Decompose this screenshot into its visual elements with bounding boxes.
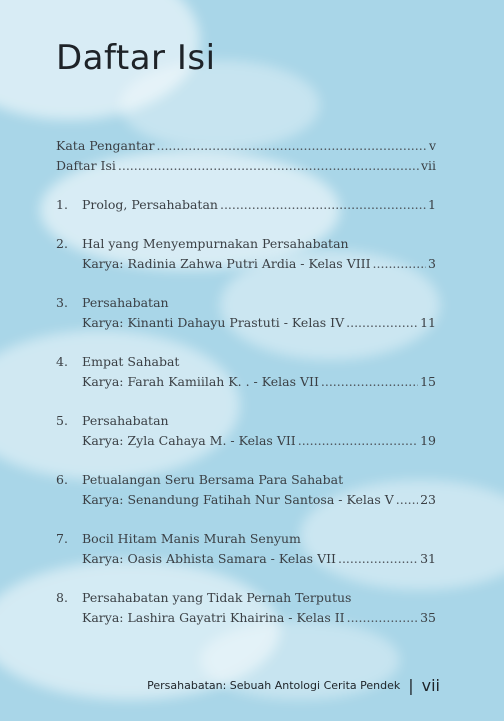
toc-front-item[interactable] [56,136,436,156]
dot-leader [118,156,419,176]
toc-item-page: v [428,138,436,153]
entry-title: Hal yang Menyempurnakan Persahabatan [82,236,349,251]
dot-leader [396,490,418,510]
footer-page-number: vii [421,676,440,695]
table-of-contents [56,136,436,628]
dot-leader [157,136,427,156]
footer-book-title: Persahabatan: Sebuah Antologi Cerita Pendek [147,679,401,692]
dot-leader [338,549,418,569]
toc-front-item[interactable] [56,156,436,176]
dot-leader [298,431,418,451]
toc-entry[interactable] [56,195,436,215]
dot-leader [346,313,418,333]
entry-page: 19 [420,433,436,448]
entry-number: 3. [56,295,68,310]
toc-item-label: Daftar Isi [56,158,116,173]
toc-entry[interactable] [56,293,436,333]
dot-leader [373,254,427,274]
entry-page: 31 [420,551,436,566]
dot-leader [321,372,418,392]
toc-entry[interactable] [56,470,436,510]
page-title: Daftar Isi [56,38,216,78]
entry-author: Karya: Radinia Zahwa Putri Ardia - Kelas VIII [82,256,371,271]
dot-leader [347,608,418,628]
entry-page: 23 [420,492,436,507]
toc-entry[interactable] [56,588,436,628]
entry-author: Karya: Zyla Cahaya M. - Kelas VII [82,433,296,448]
entry-number: 5. [56,413,68,428]
entry-title: Petualangan Seru Bersama Para Sahabat [82,472,344,487]
entry-page: 15 [420,374,436,389]
entry-title: Persahabatan yang Tidak Pernah Terputus [82,590,352,605]
footer-separator: | [408,676,414,695]
entry-title: Persahabatan [82,295,169,310]
toc-item-page: vii [420,158,436,173]
toc-entry[interactable] [56,352,436,392]
toc-item-label: Kata Pengantar [56,138,155,153]
entry-number: 1. [56,197,68,212]
entry-author: Karya: Oasis Abhista Samara - Kelas VII [82,551,336,566]
entry-author: Karya: Farah Kamiilah K. . - Kelas VII [82,374,319,389]
entry-page: 1 [428,197,436,212]
entry-number: 8. [56,590,68,605]
toc-entry[interactable] [56,529,436,569]
entry-number: 6. [56,472,68,487]
toc-entry[interactable] [56,234,436,274]
entry-page: 35 [420,610,436,625]
entry-title: Bocil Hitam Manis Murah Senyum [82,531,301,546]
entry-title: Persahabatan [82,413,169,428]
entry-page: 11 [420,315,436,330]
toc-entry[interactable] [56,411,436,451]
entry-title: Empat Sahabat [82,354,180,369]
entry-number: 4. [56,354,68,369]
entry-title: Prolog, Persahabatan [82,197,218,212]
entry-page: 3 [428,256,436,271]
entry-author: Karya: Lashira Gayatri Khairina - Kelas II [82,610,345,625]
entry-number: 7. [56,531,68,546]
page-footer [147,676,440,695]
entry-author: Karya: Senandung Fatihah Nur Santosa - Kelas V [82,492,394,507]
entry-author: Karya: Kinanti Dahayu Prastuti - Kelas IV [82,315,345,330]
entry-number: 2. [56,236,68,251]
dot-leader [220,195,426,215]
